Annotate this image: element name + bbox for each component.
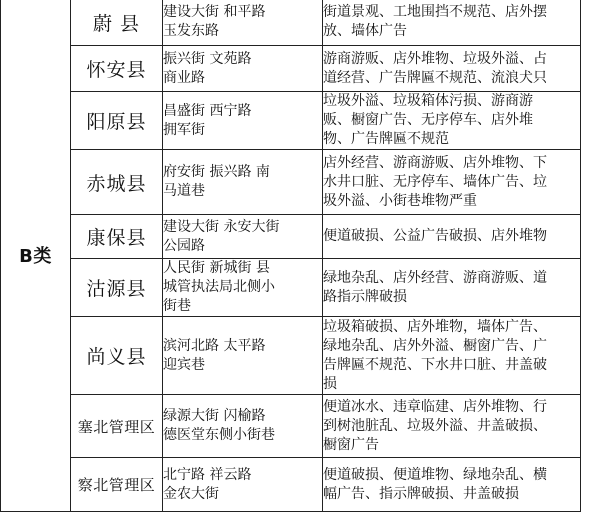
issue-line: 放、墙体广告	[323, 23, 407, 39]
county-name: 赤城县	[71, 150, 163, 215]
table-row	[1, 259, 581, 317]
street-list	[163, 317, 323, 395]
issue-list	[323, 395, 581, 458]
street-line: 建设大街 和平路	[163, 4, 266, 20]
issue-line: 道经营、广告牌匾不规范、流浪犬只	[323, 69, 547, 86]
issue-list	[323, 92, 581, 150]
street-line: 玉发东路	[163, 23, 219, 39]
table-row	[1, 458, 581, 512]
issue-list	[323, 458, 581, 512]
issue-line: 游商游贩、店外堆物、垃圾外溢、占	[323, 50, 547, 67]
issue-line: 便道冰水、违章临建、店外堆物、行	[323, 398, 547, 415]
issue-list	[323, 0, 581, 46]
issue-line: 橱窗广告	[323, 436, 379, 453]
street-line: 金农大街	[163, 485, 219, 502]
issue-line: 便道破损、公益广告破损、店外堆物	[323, 228, 547, 244]
table-row	[1, 92, 581, 150]
issue-line: 圾外溢、小街巷堆物严重	[323, 192, 477, 209]
street-line: 商业路	[163, 69, 205, 86]
street-line: 振兴街 文苑路	[163, 50, 252, 67]
issue-list	[323, 259, 581, 317]
street-line: 拥军街	[163, 121, 205, 138]
issue-line: 绿地杂乱、店外经营、游商游贩、道	[323, 269, 547, 286]
table-row	[1, 46, 581, 92]
street-line: 城管执法局北侧小	[163, 279, 275, 295]
issue-line: 便道破损、便道堆物、绿地杂乱、横	[323, 466, 547, 483]
street-line: 建设大街 永安大街	[163, 218, 280, 235]
street-line: 德医堂东侧小街巷	[163, 427, 275, 443]
county-name: 阳原县	[71, 92, 163, 150]
street-line: 人民街 新城街 县	[163, 260, 270, 276]
issue-line: 到树池脏乱、垃圾外溢、井盖破损、	[323, 417, 547, 434]
issue-list	[323, 46, 581, 92]
issue-list	[323, 317, 581, 395]
street-list	[163, 458, 323, 512]
street-line: 街巷	[163, 298, 191, 314]
issue-line: 损	[323, 375, 337, 392]
table-row	[1, 317, 581, 395]
issue-line: 贩、橱窗广告、无序停车、店外堆	[323, 112, 533, 128]
street-list	[163, 395, 323, 458]
street-list	[163, 150, 323, 215]
county-name: 沽源县	[71, 259, 163, 317]
county-name: 蔚 县	[71, 0, 163, 46]
street-list	[163, 46, 323, 92]
issue-list	[323, 150, 581, 215]
issue-line: 绿地杂乱、店外外溢、橱窗广告、广	[323, 337, 547, 354]
issue-line: 店外经营、游商游贩、店外堆物、下	[323, 154, 547, 171]
street-list	[163, 215, 323, 259]
street-line: 北宁路 祥云路	[163, 466, 252, 483]
county-name: 怀安县	[71, 46, 163, 92]
table-row	[1, 215, 581, 259]
table-body	[1, 0, 581, 512]
county-name: 康保县	[71, 215, 163, 259]
street-line: 马道巷	[163, 183, 205, 199]
issue-list	[323, 215, 581, 259]
issue-line: 告牌匾不规范、下水井口脏、井盖破	[323, 356, 547, 373]
county-name: 尚义县	[71, 317, 163, 395]
street-line: 滨河北路 太平路	[163, 337, 266, 354]
table-row	[1, 0, 581, 46]
street-list	[163, 0, 323, 46]
category-cell: B类	[1, 0, 71, 512]
issue-line: 物、广告牌匾不规范	[323, 131, 449, 147]
street-line: 迎宾巷	[163, 356, 205, 373]
issue-line: 街道景观、工地围挡不规范、店外摆	[323, 4, 547, 20]
issue-line: 垃圾箱破损、店外堆物，墙体广告、	[323, 318, 547, 335]
issue-line: 幅广告、指示牌破损、井盖破损	[323, 485, 519, 502]
street-list	[163, 92, 323, 150]
issue-line: 垃圾外溢、垃圾箱体污损、游商游	[323, 93, 533, 109]
street-line: 公园路	[163, 237, 205, 254]
issue-line: 路指示牌破损	[323, 288, 407, 305]
table-row	[1, 395, 581, 458]
street-list	[163, 259, 323, 317]
street-line: 昌盛街 西宁路	[163, 102, 252, 119]
street-line: 绿源大街 闪榆路	[163, 408, 266, 424]
issue-line: 水井口脏、无序停车、墙体广告、垃	[323, 173, 547, 190]
county-name: 察北管理区	[71, 458, 163, 512]
county-name: 塞北管理区	[71, 395, 163, 458]
street-line: 府安街 振兴路 南	[163, 164, 270, 180]
table-row	[1, 150, 581, 215]
